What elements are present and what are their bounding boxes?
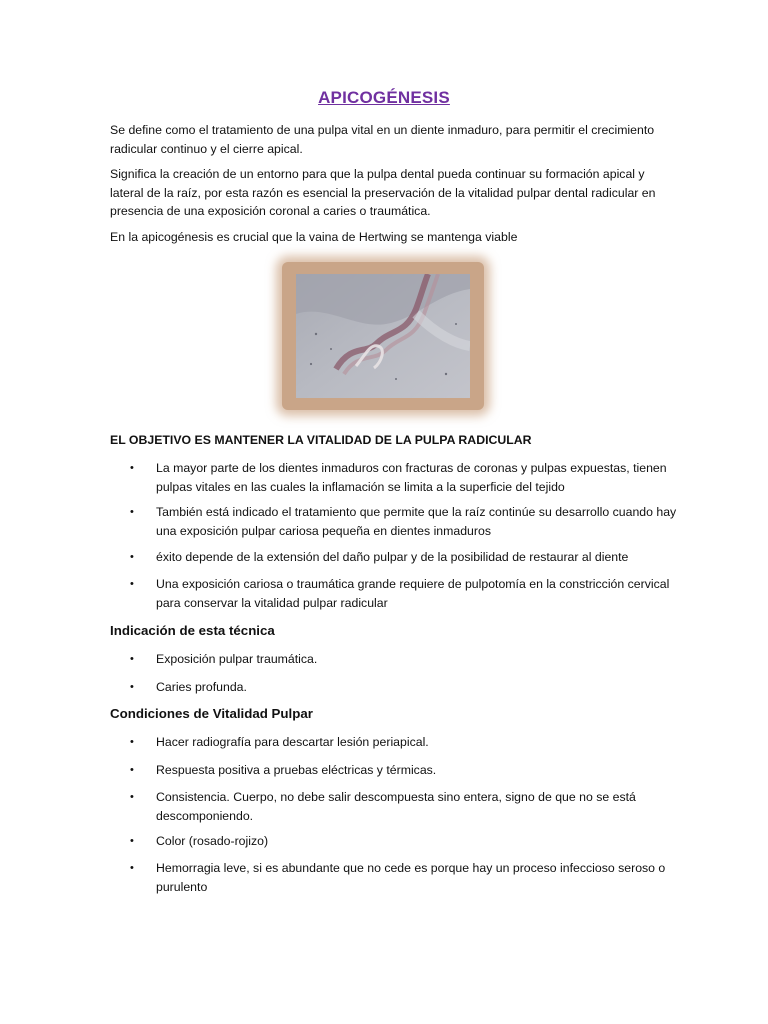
bullet-icon: •	[130, 862, 134, 874]
list-item-text: Hemorragia leve, si es abundante que no cede es porque hay un proceso infeccioso seroso o purulento	[156, 861, 666, 894]
list-item-text: Caries profunda.	[156, 680, 247, 694]
list-item-text: Consistencia. Cuerpo, no debe salir descompuesta sino entera, signo de que no se está descomponiendo.	[156, 790, 636, 823]
histology-micrograph-icon	[296, 274, 470, 398]
paragraph-hertwig: En la apicogénesis es crucial que la vaina de Hertwing se mantenga viable	[110, 230, 518, 244]
list-item-text: Color (rosado-rojizo)	[156, 834, 269, 848]
bullet-icon: •	[130, 551, 134, 563]
bullet-icon: •	[130, 791, 134, 803]
document-title: APICOGÉNESIS	[318, 88, 450, 107]
paragraph-definition: Se define como el tratamiento de una pulpa vital en un diente inmaduro, para permitir el crecimiento radicular continuo y el cierre apical.	[110, 123, 655, 156]
conditions-heading: Condiciones de Vitalidad Pulpar	[110, 706, 313, 721]
bullet-icon: •	[130, 681, 134, 693]
list-item-text: La mayor parte de los dientes inmaduros con fracturas de coronas y pulpas expuestas, tienen pulpas vitales en las cuales la inflamación se limita a la superficie del tejido	[156, 461, 667, 494]
list-item-text: Exposición pulpar traumática.	[156, 652, 318, 666]
bullet-icon: •	[130, 736, 134, 748]
objective-heading: EL OBJETIVO ES MANTENER LA VITALIDAD DE LA PULPA RADICULAR	[110, 433, 532, 447]
bullet-icon: •	[130, 506, 134, 518]
bullet-icon: •	[130, 653, 134, 665]
micrograph-figure	[282, 262, 484, 410]
list-item-text: Hacer radiografía para descartar lesión periapical.	[156, 735, 429, 749]
bullet-icon: •	[130, 764, 134, 776]
paragraph-meaning: Significa la creación de un entorno para que la pulpa dental pueda continuar su formación apical y lateral de la raíz, por esta razón es esencial la preservación de la vitalidad pulpar dental radicular en presencia de una exposición coronal a caries o traumática.	[110, 167, 656, 218]
list-item-text: éxito depende de la extensión del daño pulpar y de la posibilidad de restaurar al diente	[156, 550, 629, 564]
list-item-text: Una exposición cariosa o traumática grande requiere de pulpotomía en la constricción cervical para conservar la vitalidad pulpar radicular	[156, 577, 670, 610]
bullet-icon: •	[130, 578, 134, 590]
indication-heading: Indicación de esta técnica	[110, 623, 275, 638]
list-item-text: Respuesta positiva a pruebas eléctricas y térmicas.	[156, 763, 437, 777]
list-item-text: También está indicado el tratamiento que permite que la raíz continúe su desarrollo cuando hay una exposición pulpar cariosa pequeña en dientes inmaduros	[156, 505, 677, 538]
bullet-icon: •	[130, 835, 134, 847]
bullet-icon: •	[130, 462, 134, 474]
